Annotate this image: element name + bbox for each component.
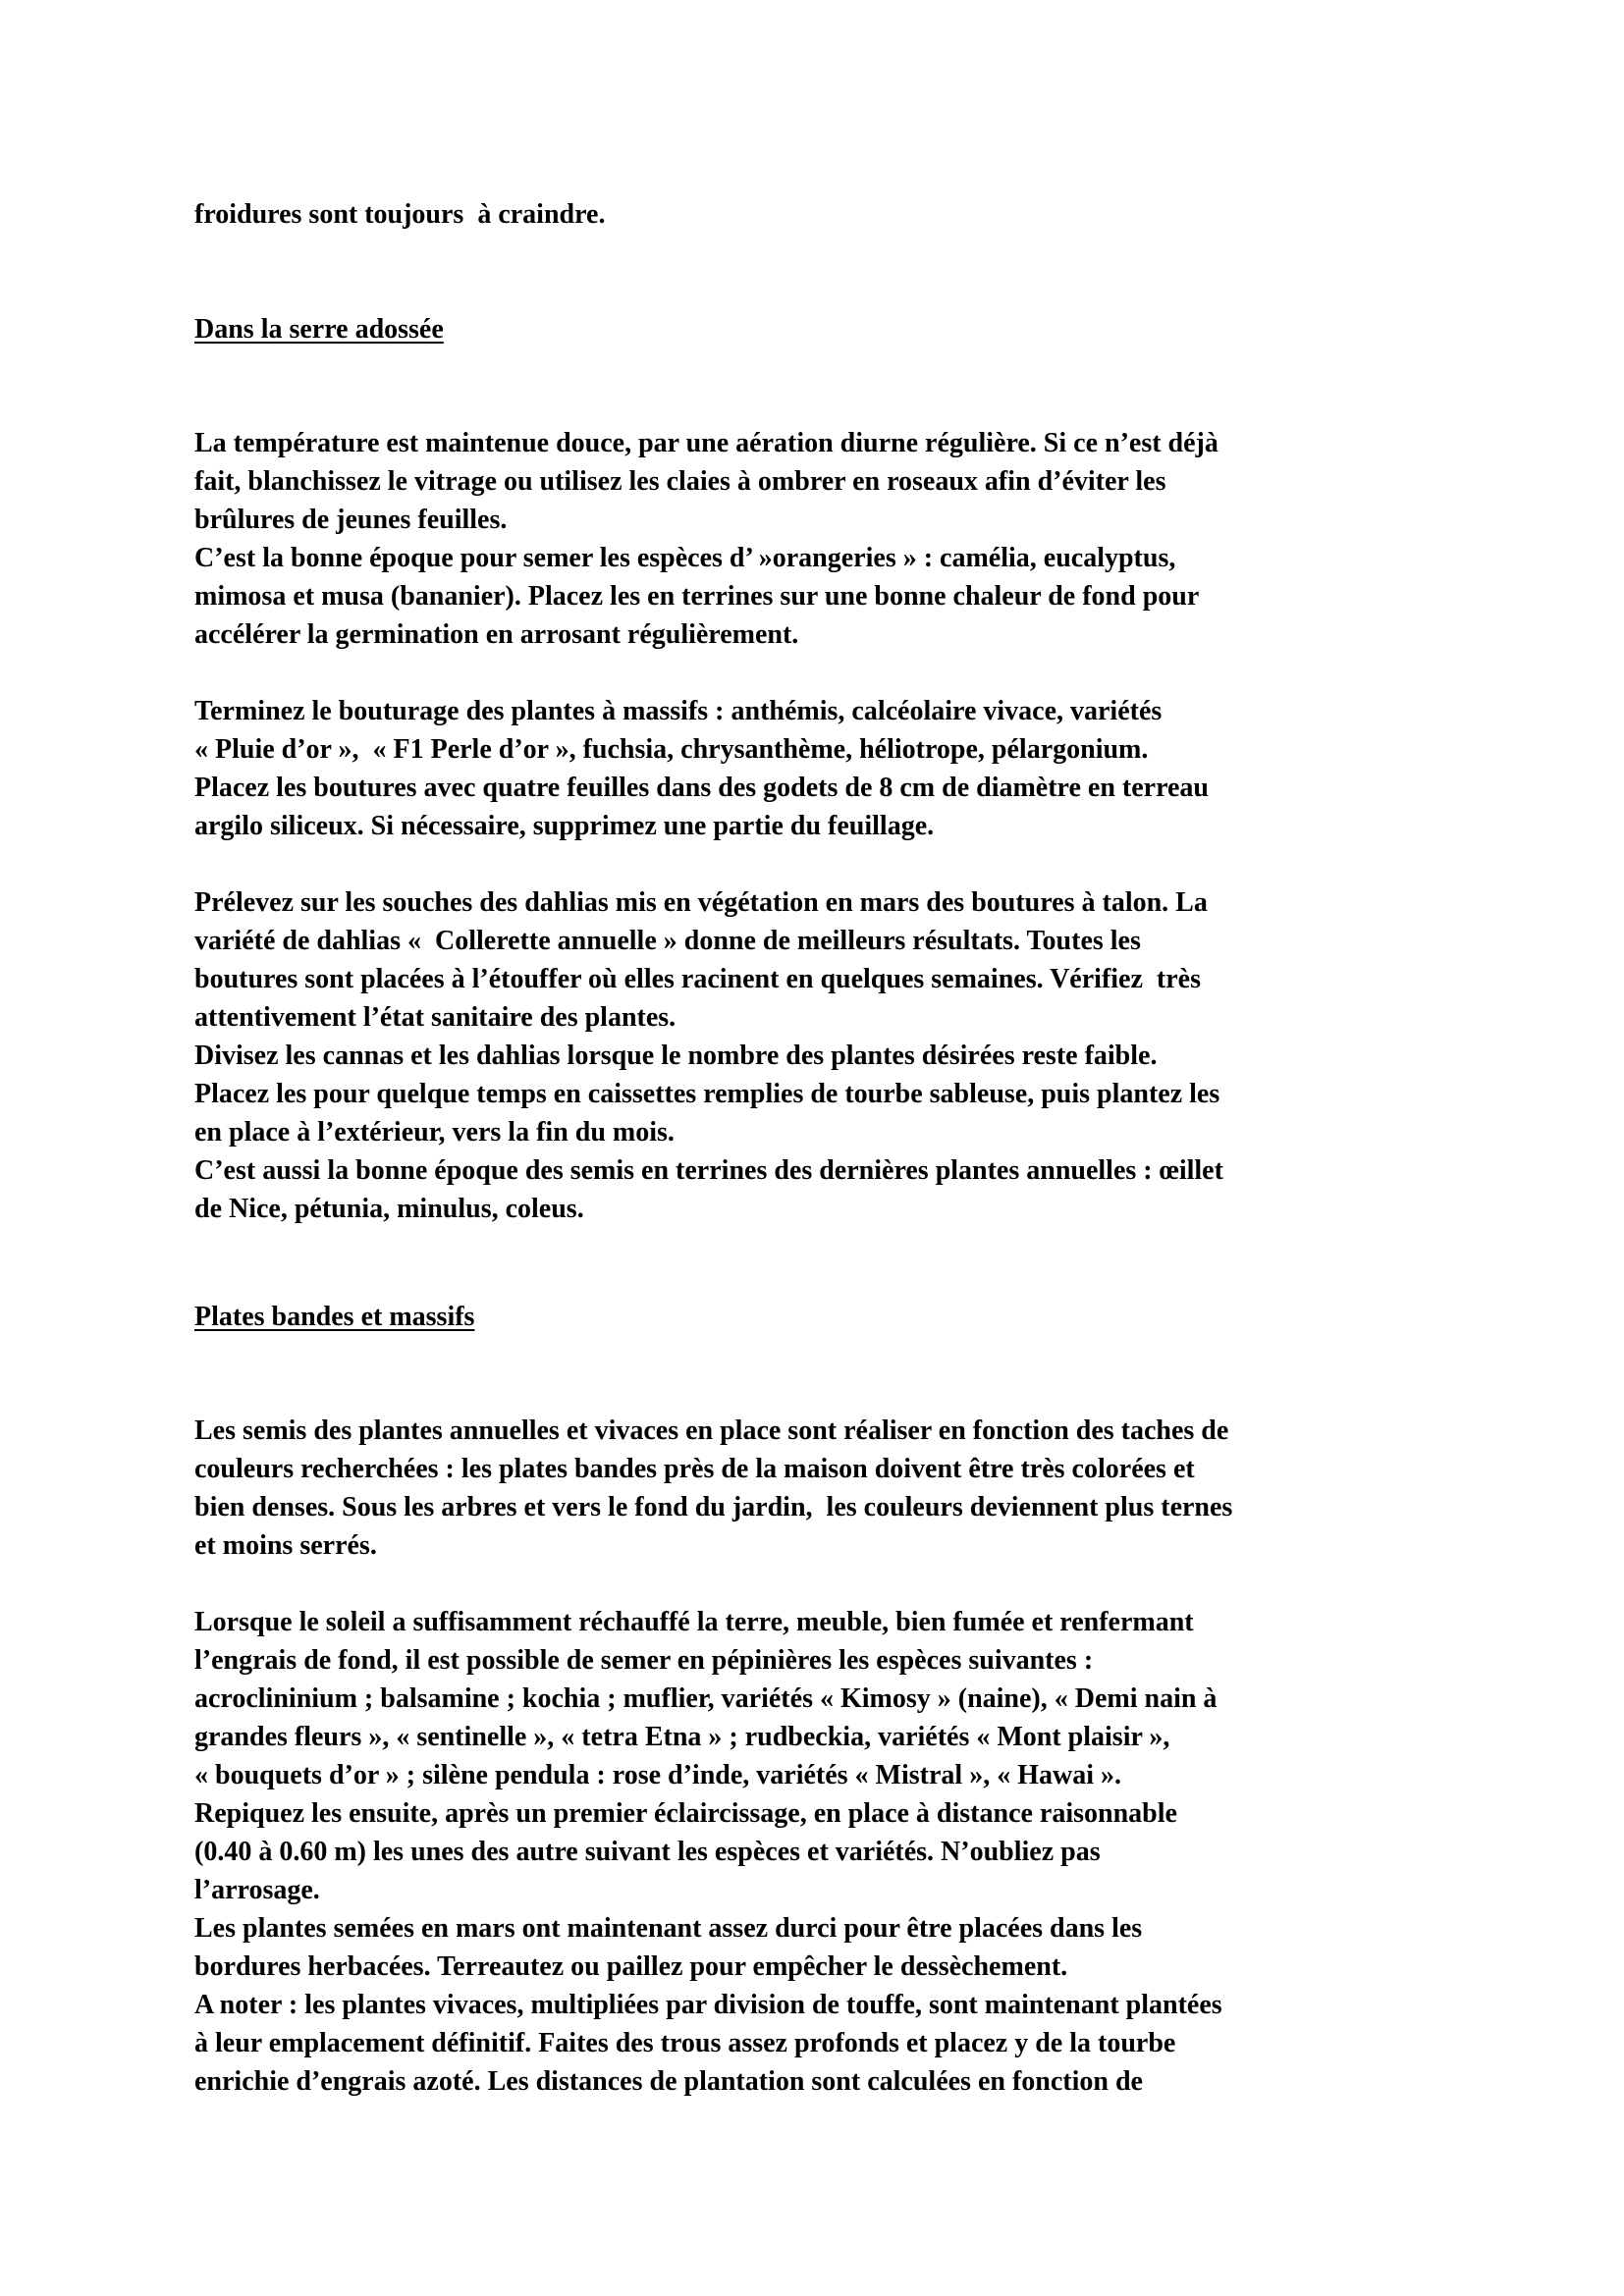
text-line: froidures sont toujours à craindre. [194, 199, 606, 230]
section-heading-plates-bandes [194, 1298, 1471, 1336]
section-heading: Plates bandes et massifs [194, 1302, 475, 1332]
text-line: bordures herbacées. Terreautez ou paillez pour empêcher le dessèchement. [194, 1951, 1068, 1982]
text-line: C’est aussi la bonne époque des semis en terrines des dernières plantes annuelles : œillet [194, 1155, 1223, 1186]
section-heading-serre-adossee [194, 310, 1471, 348]
text-line: argilo siliceux. Si nécessaire, supprimez une partie du feuillage. [194, 811, 935, 841]
text-line: Placez les boutures avec quatre feuilles dans des godets de 8 cm de diamètre en terreau [194, 773, 1210, 803]
text-line: attentivement l’état sanitaire des plantes. [194, 1002, 677, 1033]
text-line: brûlures de jeunes feuilles. [194, 505, 508, 535]
text-line: « bouquets d’or » ; silène pendula : rose d’inde, variétés « Mistral », « Hawai ». [194, 1760, 1121, 1790]
section-heading: Dans la serre adossée [194, 314, 444, 345]
text-line: l’arrosage. [194, 1875, 320, 1905]
text-line: Les semis des plantes annuelles et vivaces en place sont réaliser en fonction des taches de [194, 1415, 1229, 1446]
text-line: et moins serrés. [194, 1530, 377, 1561]
text-line: Terminez le bouturage des plantes à massifs : anthémis, calcéolaire vivace, variétés [194, 696, 1163, 726]
intro-paragraph [194, 195, 1471, 234]
text-line: « Pluie d’or », « F1 Perle d’or », fuchsia, chrysanthème, héliotrope, pélargonium. [194, 734, 1149, 765]
text-line: à leur emplacement définitif. Faites des trous assez profonds et placez y de la tourbe [194, 2028, 1176, 2058]
text-line: A noter : les plantes vivaces, multipliées par division de touffe, sont maintenant plantées [194, 1990, 1222, 2020]
text-line: acroclininium ; balsamine ; kochia ; muflier, variétés « Kimosy » (naine), « Demi nain à [194, 1683, 1218, 1714]
text-line: Lorsque le soleil a suffisamment réchauffé la terre, meuble, bien fumée et renfermant [194, 1607, 1194, 1637]
paragraph-pepinieres [194, 1603, 1471, 2101]
text-line: accélérer la germination en arrosant régulièrement. [194, 619, 799, 650]
paragraph-bouturage [194, 692, 1471, 845]
text-line: de Nice, pétunia, minulus, coleus. [194, 1194, 584, 1224]
text-line: La température est maintenue douce, par une aération diurne régulière. Si ce n’est déjà [194, 428, 1218, 458]
text-line: Repiquez les ensuite, après un premier éclaircissage, en place à distance raisonnable [194, 1798, 1177, 1829]
text-line: Les plantes semées en mars ont maintenant assez durci pour être placées dans les [194, 1913, 1143, 1944]
paragraph-semis-couleurs [194, 1412, 1471, 1565]
text-line: C’est la bonne époque pour semer les espèces d’ »orangeries » : camélia, eucalyptus, [194, 543, 1176, 573]
text-line: fait, blanchissez le vitrage ou utilisez les claies à ombrer en roseaux afin d’éviter les [194, 466, 1166, 497]
text-line: grandes fleurs », « sentinelle », « tetra Etna » ; rudbeckia, variétés « Mont plaisir », [194, 1722, 1170, 1752]
text-line: Placez les pour quelque temps en caissettes remplies de tourbe sableuse, puis plantez les [194, 1079, 1220, 1109]
text-line: Divisez les cannas et les dahlias lorsque le nombre des plantes désirées reste faible. [194, 1041, 1158, 1071]
text-line: (0.40 à 0.60 m) les unes des autre suivant les espèces et variétés. N’oubliez pas [194, 1837, 1101, 1867]
text-line: couleurs recherchées : les plates bandes près de la maison doivent être très colorées et [194, 1454, 1195, 1484]
text-line: enrichie d’engrais azoté. Les distances de plantation sont calculées en fonction de [194, 2066, 1143, 2097]
text-line: en place à l’extérieur, vers la fin du mois. [194, 1117, 675, 1148]
paragraph-dahlias [194, 883, 1471, 1228]
text-line: l’engrais de fond, il est possible de semer en pépinières les espèces suivantes : [194, 1645, 1094, 1676]
text-line: Prélevez sur les souches des dahlias mis en végétation en mars des boutures à talon. La [194, 887, 1208, 918]
paragraph-serre-temperature [194, 424, 1471, 654]
text-line: boutures sont placées à l’étouffer où elles racinent en quelques semaines. Vérifiez très [194, 964, 1201, 994]
text-line: mimosa et musa (bananier). Placez les en terrines sur une bonne chaleur de fond pour [194, 581, 1200, 612]
text-line: variété de dahlias « Collerette annuelle » donne de meilleurs résultats. Toutes les [194, 926, 1141, 956]
text-line: bien denses. Sous les arbres et vers le fond du jardin, les couleurs deviennent plus ternes [194, 1492, 1233, 1522]
